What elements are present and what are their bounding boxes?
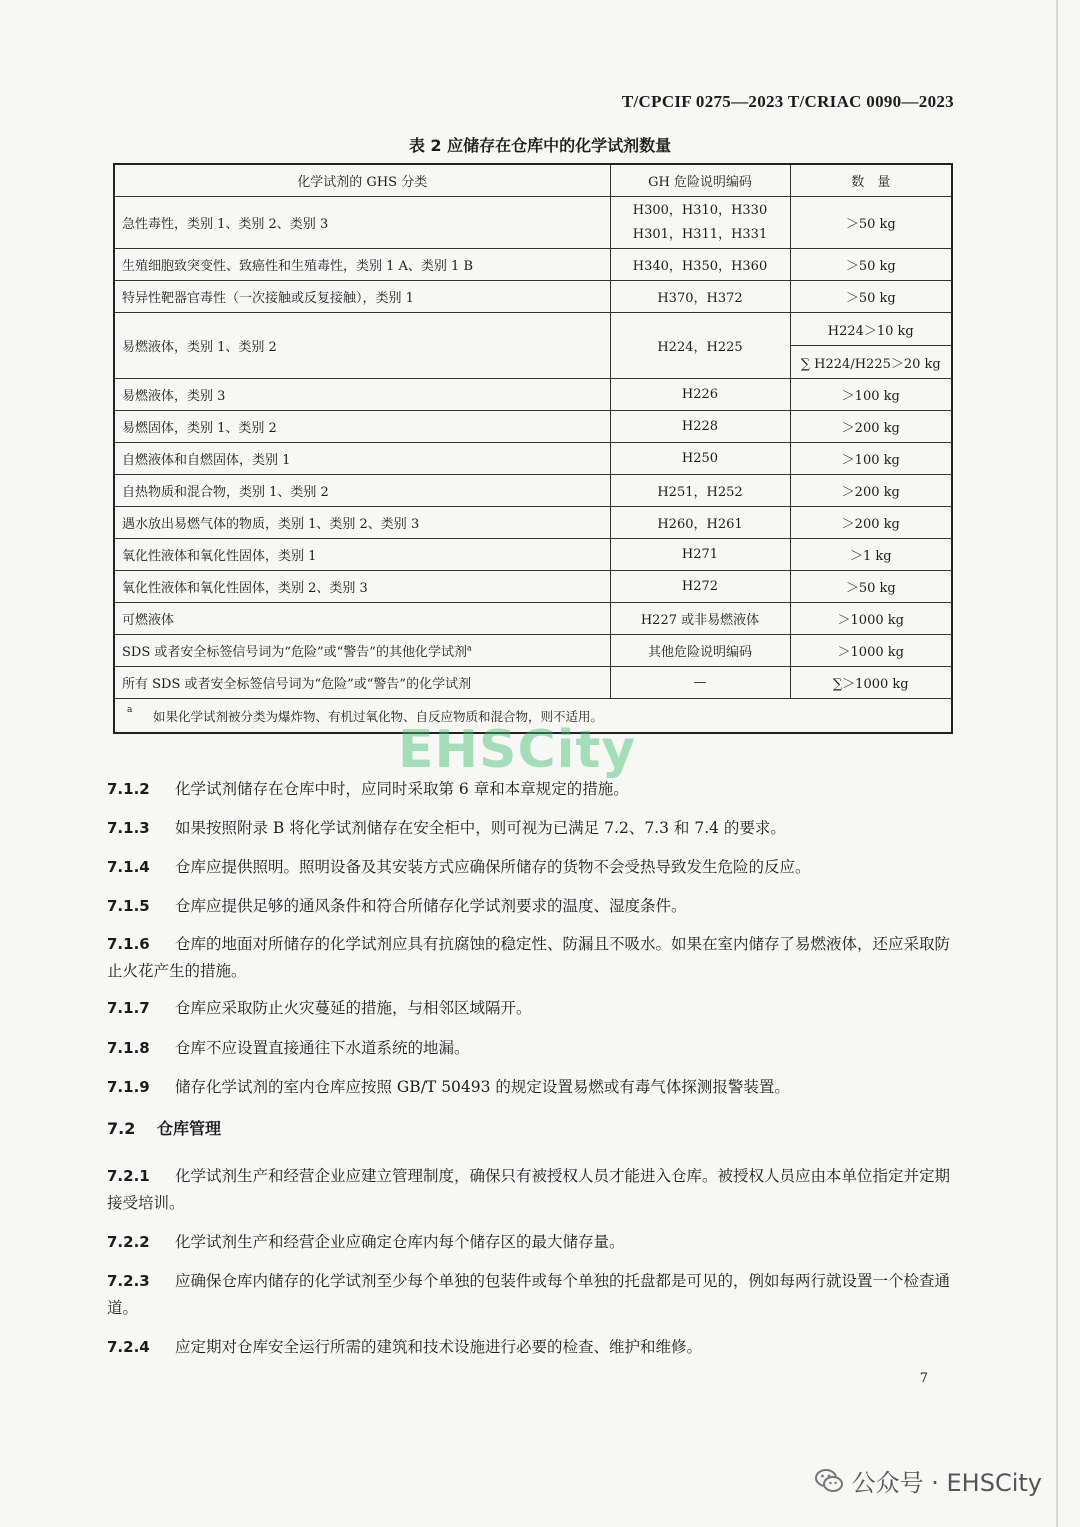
- quantity-cell: ＞1000 kg: [790, 603, 952, 635]
- quantity-cell: ＞50 kg: [790, 249, 952, 281]
- table-row: [114, 411, 952, 443]
- clause-number: 7.1.6: [107, 935, 150, 953]
- column-header: GH 危险说明编码: [610, 164, 790, 197]
- clause-text: 仓库应提供照明。照明设备及其安装方式应确保所储存的货物不会受热导致发生危险的反应。: [175, 858, 811, 876]
- hazard-code-line: H301，H311，H331: [632, 226, 768, 242]
- clause-text: 仓库的地面对所储存的化学试剂应具有抗腐蚀的稳定性、防漏且不吸水。如果在室内储存了易燃液体，还应采取防止火花产生的措施。: [107, 935, 951, 980]
- quantity-cell: ∑＞1000 kg: [790, 667, 952, 699]
- quantity-cell: ＞1000 kg: [790, 635, 952, 667]
- ghs-class-cell: 易燃液体，类别 1、类别 2: [114, 313, 610, 379]
- hazard-code-cell: H272: [610, 571, 790, 603]
- quantity-cell: ＞200 kg: [790, 411, 952, 443]
- quantity-cell: ＞200 kg: [790, 507, 952, 539]
- clause-text: 化学试剂储存在仓库中时，应同时采取第 6 章和本章规定的措施。: [175, 780, 629, 798]
- clause-number: 7.1.4: [107, 858, 150, 876]
- hazard-code-line: H300，H310，H330: [632, 202, 768, 218]
- clause-text: 应定期对仓库安全运行所需的建筑和技术设施进行必要的检查、维护和维修。: [175, 1338, 703, 1356]
- ghs-class-cell: 自热物质和混合物，类别 1、类别 2: [114, 475, 610, 507]
- quantity-cell: H224＞10 kg: [790, 313, 952, 346]
- column-header: 化学试剂的 GHS 分类: [114, 164, 610, 197]
- ghs-class-text: SDS 或者安全标签信号词为“危险”或“警告”的其他化学试剂: [122, 645, 467, 660]
- hazard-code-cell: H251，H252: [610, 475, 790, 507]
- column-header: 数 量: [790, 164, 952, 197]
- wechat-account-name: 公众号 · EHSCity: [851, 1469, 1042, 1497]
- footnote-reference: a: [466, 643, 472, 653]
- quantity-cell: ＞100 kg: [790, 443, 952, 475]
- ghs-class-cell: 可燃液体: [114, 603, 610, 635]
- table-row: [114, 249, 952, 281]
- clause-text: 化学试剂生产和经营企业应确定仓库内每个储存区的最大储存量。: [175, 1233, 625, 1251]
- clause-text: 应确保仓库内储存的化学试剂至少每个单独的包装件或每个单独的托盘都是可见的，例如每两行就设置一个检查通道。: [107, 1272, 951, 1317]
- ghs-class-cell: 特异性靶器官毒性（一次接触或反复接触），类别 1: [114, 281, 610, 313]
- clause-text: 化学试剂生产和经营企业应建立管理制度，确保只有被授权人员才能进入仓库。被授权人员应由本单位指定并定期接受培训。: [107, 1167, 951, 1212]
- clause-number: 7.1.3: [107, 819, 150, 837]
- hazard-code-cell: H340，H350，H360: [610, 249, 790, 281]
- clause-number: 7.1.8: [107, 1039, 150, 1057]
- section-title: 仓库管理: [157, 1119, 222, 1138]
- clause-number: 7.1.5: [107, 897, 150, 915]
- quantity-cell: ＞50 kg: [790, 281, 952, 313]
- clause: [107, 1074, 952, 1101]
- clause: [107, 1268, 952, 1322]
- quantity-cell: ＞200 kg: [790, 475, 952, 507]
- wechat-icon: [814, 1468, 844, 1494]
- hazard-code-cell: H250: [610, 443, 790, 475]
- quantity-cell: ＞1 kg: [790, 539, 952, 571]
- clause-text: 仓库不应设置直接通往下水道系统的地漏。: [175, 1039, 470, 1057]
- clause: [107, 854, 952, 881]
- table-row: [114, 539, 952, 571]
- clause-text: 仓库应提供足够的通风条件和符合所储存化学试剂要求的温度、湿度条件。: [175, 897, 687, 915]
- table-row: [114, 507, 952, 539]
- wechat-account-footer: [814, 1463, 1042, 1498]
- hazard-code-cell: H260，H261: [610, 507, 790, 539]
- table-row: [114, 571, 952, 603]
- clause: [107, 1334, 952, 1361]
- clause: [107, 1035, 952, 1062]
- watermark: EHSCity: [398, 720, 637, 780]
- quantity-cell: ∑ H224/H225＞20 kg: [790, 346, 952, 379]
- section-number: 7.2: [107, 1119, 136, 1138]
- ghs-class-cell: 自燃液体和自燃固体，类别 1: [114, 443, 610, 475]
- clause-number: 7.1.7: [107, 999, 150, 1017]
- page-edge: [1056, 0, 1058, 1527]
- page-number: 7: [919, 1371, 928, 1386]
- table-row: [114, 443, 952, 475]
- clause-text: 储存化学试剂的室内仓库应按照 GB/T 50493 的规定设置易燃或有毒气体探测报警装置。: [175, 1078, 790, 1096]
- table-row: [114, 475, 952, 507]
- clause-number: 7.1.2: [107, 780, 150, 798]
- clause-number: 7.2.2: [107, 1233, 150, 1251]
- ghs-class-cell: [114, 635, 610, 667]
- hazard-code-cell: H224，H225: [610, 313, 790, 379]
- ghs-class-cell: 急性毒性，类别 1、类别 2、类别 3: [114, 197, 610, 249]
- ghs-class-cell: 易燃固体，类别 1、类别 2: [114, 411, 610, 443]
- clause-number: 7.1.9: [107, 1078, 150, 1096]
- storage-quantity-table: [113, 163, 953, 734]
- table-title: 表 2 应储存在仓库中的化学试剂数量: [408, 136, 672, 155]
- ghs-class-cell: 遇水放出易燃气体的物质，类别 1、类别 2、类别 3: [114, 507, 610, 539]
- footnote-mark: a: [127, 705, 133, 715]
- standard-number: T/CPCIF 0275—2023 T/CRIAC 0090—2023: [621, 92, 954, 111]
- hazard-code-cell: H227 或非易燃液体: [610, 603, 790, 635]
- ghs-class-cell: 生殖细胞致突变性、致癌性和生殖毒性，类别 1 A、类别 1 B: [114, 249, 610, 281]
- footnote-text: 如果化学试剂被分类为爆炸物、有机过氧化物、自反应物质和混合物，则不适用。: [153, 708, 604, 724]
- clause: [107, 931, 952, 985]
- table-row: [114, 281, 952, 313]
- clause-number: 7.2.3: [107, 1272, 150, 1290]
- hazard-code-cell: —: [610, 667, 790, 699]
- clause: [107, 776, 952, 803]
- clause: [107, 815, 952, 842]
- clause: [107, 1163, 952, 1217]
- hazard-code-cell: H226: [610, 379, 790, 411]
- section-heading: [107, 1116, 221, 1139]
- clause: [107, 893, 952, 920]
- clause-number: 7.2.1: [107, 1167, 150, 1185]
- hazard-code-cell: 其他危险说明编码: [610, 635, 790, 667]
- clause-number: 7.2.4: [107, 1338, 150, 1356]
- table-row: [114, 197, 952, 249]
- clause: [107, 995, 952, 1022]
- table-row: [114, 635, 952, 667]
- ghs-class-cell: 氧化性液体和氧化性固体，类别 2、类别 3: [114, 571, 610, 603]
- clause-text: 如果按照附录 B 将化学试剂储存在安全柜中，则可视为已满足 7.2、7.3 和 7.4 的要求。: [175, 819, 786, 837]
- ghs-class-cell: 氧化性液体和氧化性固体，类别 1: [114, 539, 610, 571]
- hazard-code-cell: H370，H372: [610, 281, 790, 313]
- quantity-cell: ＞50 kg: [790, 571, 952, 603]
- table-row: [114, 667, 952, 699]
- table-header-row: [114, 164, 952, 197]
- hazard-code-cell: [610, 197, 790, 249]
- table-row: [114, 313, 952, 346]
- ghs-class-cell: 所有 SDS 或者安全标签信号词为“危险”或“警告”的化学试剂: [114, 667, 610, 699]
- table-row: [114, 603, 952, 635]
- quantity-cell: ＞50 kg: [790, 197, 952, 249]
- table-row: [114, 379, 952, 411]
- ghs-class-cell: 易燃液体，类别 3: [114, 379, 610, 411]
- hazard-code-cell: H228: [610, 411, 790, 443]
- quantity-cell: ＞100 kg: [790, 379, 952, 411]
- hazard-code-cell: H271: [610, 539, 790, 571]
- clause: [107, 1229, 952, 1256]
- clause-text: 仓库应采取防止火灾蔓延的措施，与相邻区域隔开。: [175, 999, 532, 1017]
